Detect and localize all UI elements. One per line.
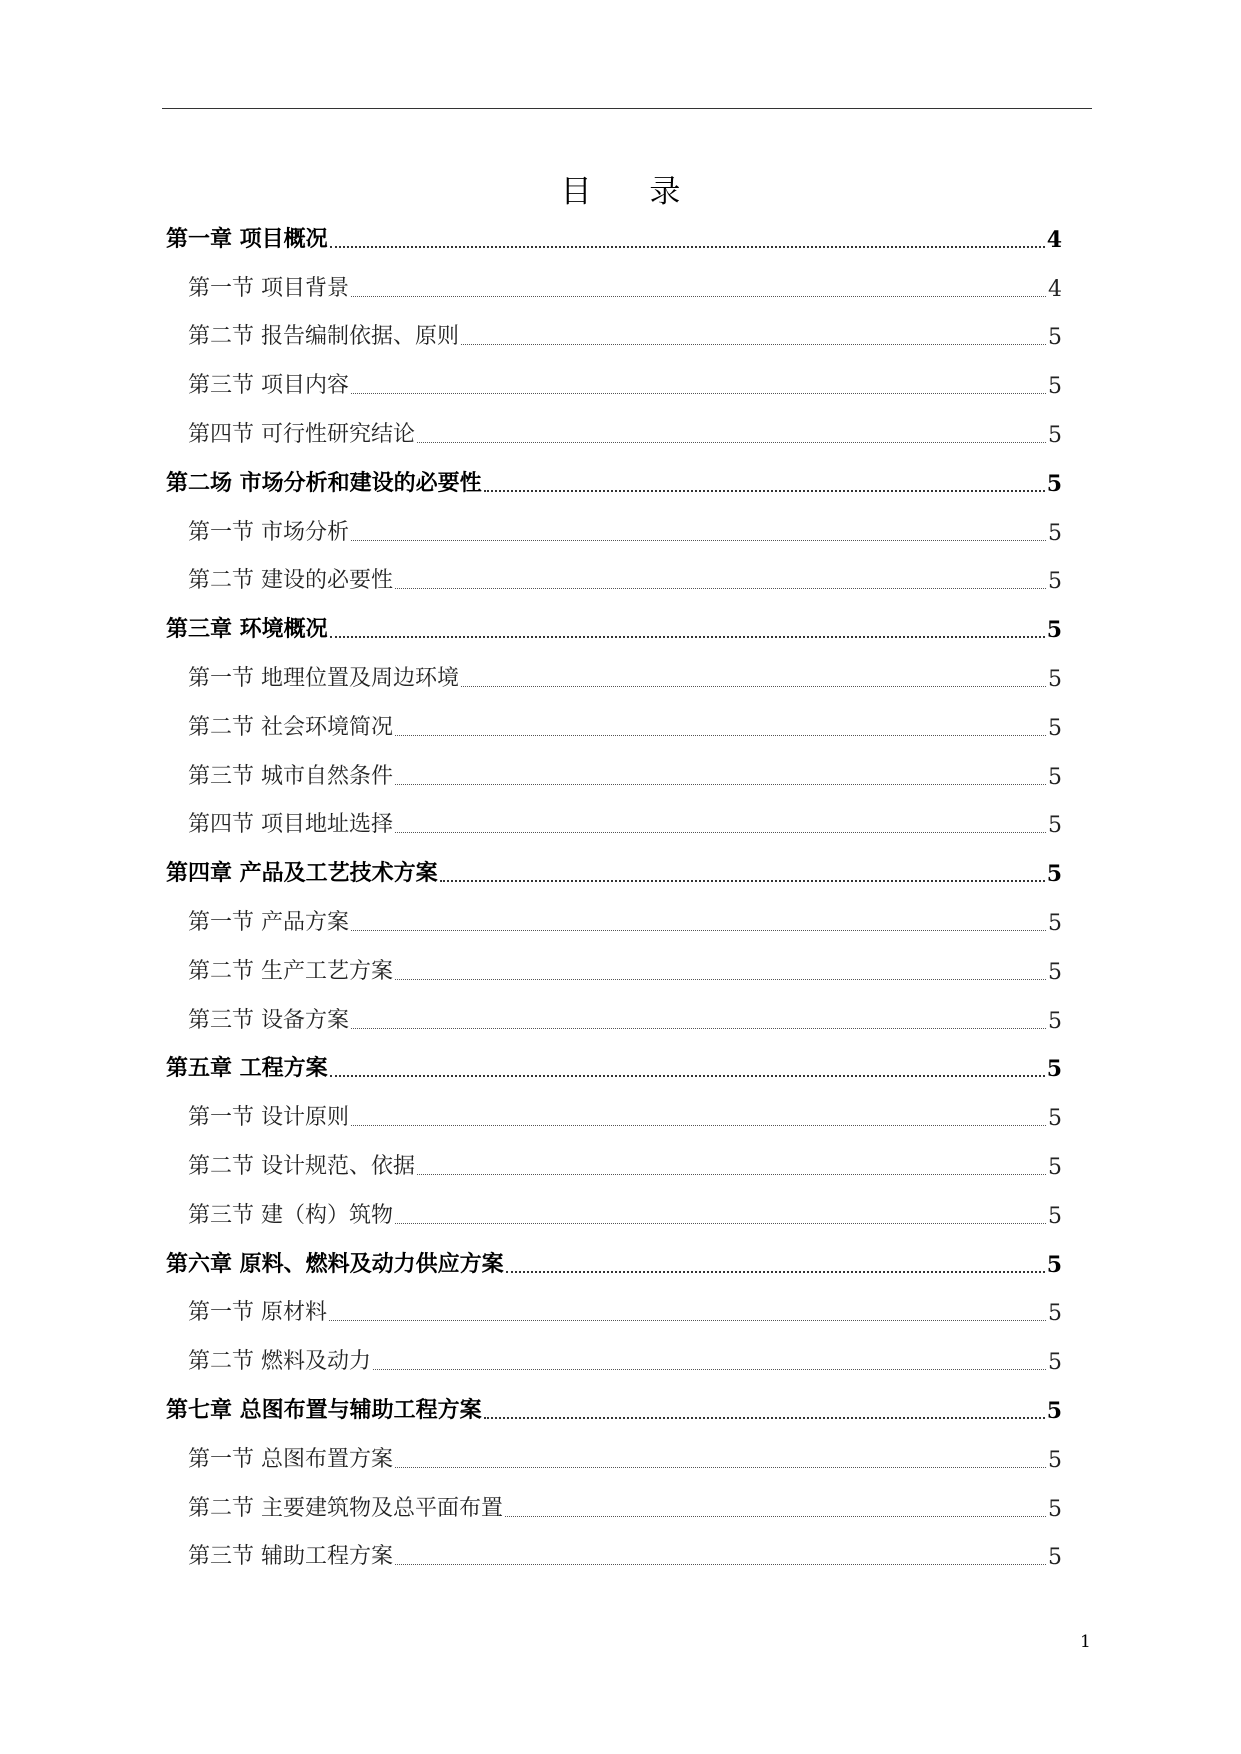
toc-section-entry[interactable] — [166, 804, 1062, 853]
toc-section-entry[interactable] — [166, 1096, 1062, 1145]
toc-section-entry[interactable] — [166, 267, 1062, 316]
toc-dot-leader — [373, 1369, 1046, 1370]
toc-entry-label: 第二节 社会环境简况 — [188, 714, 393, 740]
toc-entry-label: 第七章 总图布置与辅助工程方案 — [166, 1396, 482, 1423]
toc-chapter-entry[interactable] — [166, 852, 1062, 901]
toc-entry-page: 5 — [1048, 1447, 1062, 1473]
toc-entry-page: 5 — [1048, 1350, 1062, 1376]
toc-entry-page: 5 — [1048, 813, 1062, 839]
toc-entry-label: 第五章 工程方案 — [166, 1055, 328, 1082]
toc-section-entry[interactable] — [166, 755, 1062, 804]
toc-section-entry[interactable] — [166, 950, 1062, 999]
toc-entry-label: 第三节 项目内容 — [188, 373, 349, 399]
toc-entry-label: 第一节 原材料 — [188, 1300, 327, 1326]
toc-entry-page: 5 — [1046, 861, 1062, 888]
toc-chapter-entry[interactable] — [166, 218, 1062, 267]
toc-section-entry[interactable] — [166, 999, 1062, 1048]
toc-dot-leader — [330, 246, 1045, 248]
toc-section-entry[interactable] — [166, 657, 1062, 706]
page-number: 1 — [1080, 1632, 1091, 1652]
toc-entry-label: 第二场 市场分析和建设的必要性 — [166, 469, 482, 496]
toc-entry-page: 5 — [1048, 325, 1062, 351]
toc-section-entry[interactable] — [166, 706, 1062, 755]
toc-entry-label: 第二节 生产工艺方案 — [188, 958, 393, 984]
toc-dot-leader — [417, 1174, 1046, 1175]
toc-entry-label: 第六章 原料、燃料及动力供应方案 — [166, 1250, 504, 1277]
table-of-contents — [166, 218, 1062, 1584]
toc-entry-page: 5 — [1048, 1301, 1062, 1327]
toc-entry-label: 第一节 总图布置方案 — [188, 1446, 393, 1472]
toc-dot-leader — [351, 930, 1046, 931]
toc-chapter-entry[interactable] — [166, 608, 1062, 657]
toc-dot-leader — [505, 1516, 1046, 1517]
toc-dot-leader — [351, 393, 1046, 394]
toc-chapter-entry[interactable] — [166, 1389, 1062, 1438]
toc-section-entry[interactable] — [166, 1340, 1062, 1389]
toc-entry-label: 第三节 设备方案 — [188, 1007, 349, 1033]
toc-entry-page: 5 — [1046, 470, 1062, 497]
toc-entry-page: 5 — [1048, 1154, 1062, 1180]
toc-section-entry[interactable] — [166, 1438, 1062, 1487]
toc-entry-label: 第三章 环境概况 — [166, 616, 328, 643]
toc-entry-page: 5 — [1048, 1203, 1062, 1229]
toc-entry-label: 第三节 建（构）筑物 — [188, 1202, 393, 1228]
toc-entry-page: 5 — [1048, 959, 1062, 985]
header-rule — [162, 108, 1092, 109]
toc-dot-leader — [440, 880, 1045, 882]
toc-dot-leader — [461, 344, 1046, 345]
toc-entry-label: 第一节 设计原则 — [188, 1105, 349, 1131]
toc-dot-leader — [351, 1028, 1046, 1029]
toc-entry-page: 5 — [1048, 520, 1062, 546]
toc-section-entry[interactable] — [166, 560, 1062, 609]
toc-chapter-entry[interactable] — [166, 462, 1062, 511]
toc-dot-leader — [395, 735, 1046, 736]
toc-entry-page: 5 — [1048, 764, 1062, 790]
toc-entry-label: 第四节 项目地址选择 — [188, 812, 393, 838]
toc-dot-leader — [395, 588, 1046, 589]
toc-entry-page: 5 — [1048, 1106, 1062, 1132]
toc-entry-page: 5 — [1046, 1056, 1062, 1083]
toc-section-entry[interactable] — [166, 1194, 1062, 1243]
toc-entry-label: 第四节 可行性研究结论 — [188, 421, 415, 447]
toc-dot-leader — [484, 1417, 1045, 1419]
toc-section-entry[interactable] — [166, 364, 1062, 413]
toc-entry-page: 5 — [1046, 1397, 1062, 1424]
toc-chapter-entry[interactable] — [166, 1048, 1062, 1097]
toc-entry-page: 5 — [1048, 715, 1062, 741]
toc-dot-leader — [395, 1467, 1046, 1468]
toc-dot-leader — [461, 686, 1046, 687]
toc-entry-label: 第四章 产品及工艺技术方案 — [166, 860, 438, 887]
toc-entry-page: 5 — [1048, 569, 1062, 595]
toc-dot-leader — [395, 979, 1046, 980]
toc-entry-page: 5 — [1048, 1496, 1062, 1522]
toc-entry-page: 5 — [1046, 1251, 1062, 1278]
toc-dot-leader — [395, 1564, 1046, 1565]
toc-dot-leader — [484, 490, 1045, 492]
toc-entry-page: 4 — [1048, 276, 1062, 302]
toc-dot-leader — [330, 1075, 1045, 1077]
toc-entry-page: 5 — [1048, 1545, 1062, 1571]
toc-entry-label: 第三节 城市自然条件 — [188, 763, 393, 789]
toc-entry-label: 第二节 建设的必要性 — [188, 568, 393, 594]
toc-entry-page: 5 — [1048, 374, 1062, 400]
toc-section-entry[interactable] — [166, 1487, 1062, 1536]
toc-dot-leader — [395, 1223, 1046, 1224]
toc-dot-leader — [351, 540, 1046, 541]
toc-entry-page: 5 — [1048, 422, 1062, 448]
toc-entry-page: 5 — [1048, 1008, 1062, 1034]
toc-entry-label: 第二节 设计规范、依据 — [188, 1153, 415, 1179]
toc-entry-label: 第三节 辅助工程方案 — [188, 1544, 393, 1570]
toc-section-entry[interactable] — [166, 413, 1062, 462]
toc-chapter-entry[interactable] — [166, 1243, 1062, 1292]
toc-entry-page: 5 — [1048, 910, 1062, 936]
toc-dot-leader — [395, 832, 1046, 833]
toc-section-entry[interactable] — [166, 901, 1062, 950]
toc-dot-leader — [351, 1125, 1046, 1126]
toc-section-entry[interactable] — [166, 1145, 1062, 1194]
toc-entry-label: 第一节 市场分析 — [188, 519, 349, 545]
toc-entry-label: 第二节 主要建筑物及总平面布置 — [188, 1495, 503, 1521]
toc-entry-label: 第一章 项目概况 — [166, 225, 328, 252]
toc-dot-leader — [417, 442, 1046, 443]
toc-entry-label: 第一节 产品方案 — [188, 909, 349, 935]
toc-dot-leader — [330, 636, 1045, 638]
toc-dot-leader — [395, 784, 1046, 785]
toc-title: 目 录 — [560, 174, 705, 210]
toc-section-entry[interactable] — [166, 316, 1062, 365]
toc-dot-leader — [351, 296, 1046, 297]
toc-dot-leader — [506, 1271, 1045, 1273]
toc-entry-label: 第二节 报告编制依据、原则 — [188, 324, 459, 350]
toc-section-entry[interactable] — [166, 1536, 1062, 1585]
toc-entry-page: 5 — [1048, 666, 1062, 692]
toc-entry-page: 5 — [1046, 617, 1062, 644]
toc-entry-label: 第一节 项目背景 — [188, 275, 349, 301]
toc-entry-page: 4 — [1046, 226, 1062, 253]
toc-section-entry[interactable] — [166, 511, 1062, 560]
toc-dot-leader — [329, 1320, 1046, 1321]
toc-entry-label: 第二节 燃料及动力 — [188, 1349, 371, 1375]
toc-entry-label: 第一节 地理位置及周边环境 — [188, 665, 459, 691]
toc-section-entry[interactable] — [166, 1292, 1062, 1341]
